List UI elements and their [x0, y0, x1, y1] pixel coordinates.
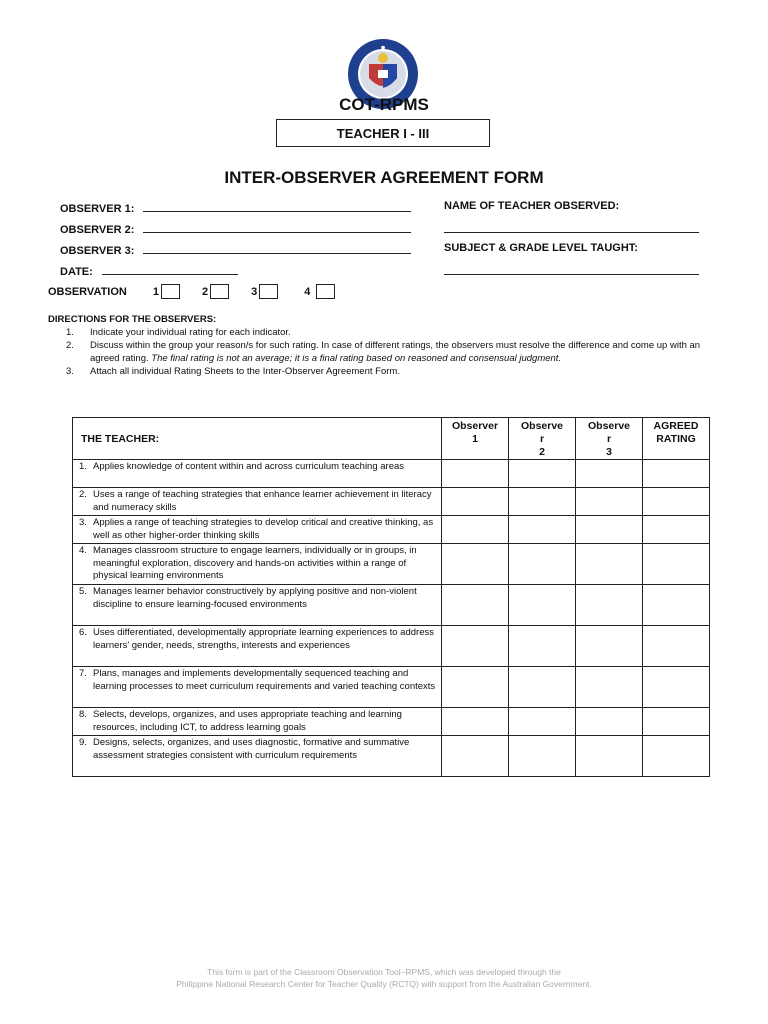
rating-table [72, 417, 710, 777]
rating-cell-observer-2[interactable] [509, 667, 576, 708]
observation-1-label: 1 [152, 285, 159, 298]
direction-item [66, 339, 716, 365]
header-the-teacher: THE TEACHER: [73, 418, 442, 460]
rating-cell-agreed[interactable] [643, 460, 710, 488]
indicator-number: 7. [79, 668, 87, 679]
form-title: INTER-OBSERVER AGREEMENT FORM [224, 168, 544, 187]
teacher-observed-label: NAME OF TEACHER OBSERVED: [444, 200, 620, 212]
header-agreed-rating: AGREED RATING [643, 418, 710, 460]
rating-cell-agreed[interactable] [643, 544, 710, 585]
rating-cell-observer-1[interactable] [442, 708, 509, 736]
rating-cell-observer-1[interactable] [442, 544, 509, 585]
table-row [73, 488, 710, 516]
observer1-field[interactable] [60, 200, 411, 215]
rating-cell-observer-3[interactable] [576, 488, 643, 516]
indicator-text: Plans, manages and implements developmentally sequenced teaching and learning processes to meet curriculum requirements and varied teaching contexts [93, 668, 436, 692]
direction-text: Discuss within the group your reason/s for such rating. In case of different ratings, the observers must resolve the difference and come up with an agreed rating. [90, 340, 701, 364]
rating-cell-observer-2[interactable] [509, 488, 576, 516]
direction-italic-text: The final rating is not an average; it is a final rating based on reasoned and consensual judgment. [151, 353, 562, 364]
direction-number: 2. [66, 340, 74, 351]
observation-4-label: 4 [304, 285, 311, 298]
observer2-label: OBSERVER 2: [60, 224, 135, 236]
rating-cell-agreed[interactable] [643, 488, 710, 516]
date-label: DATE: [60, 266, 93, 278]
observation-3-checkbox[interactable] [259, 284, 278, 299]
subject-grade-field[interactable] [444, 263, 699, 278]
header-observer-2: Observe r 2 [509, 418, 576, 460]
rating-cell-observer-1[interactable] [442, 585, 509, 626]
rating-cell-agreed[interactable] [643, 667, 710, 708]
rating-cell-observer-3[interactable] [576, 667, 643, 708]
indicator-number: 1. [79, 461, 87, 472]
observation-4-checkbox[interactable] [316, 284, 335, 299]
rating-cell-observer-3[interactable] [576, 708, 643, 736]
table-row [73, 544, 710, 585]
document-title: COT-RPMS [339, 95, 429, 114]
indicator-cell [73, 708, 442, 736]
rating-cell-observer-2[interactable] [509, 516, 576, 544]
rating-cell-observer-1[interactable] [442, 460, 509, 488]
indicator-cell [73, 626, 442, 667]
rating-cell-observer-1[interactable] [442, 488, 509, 516]
rating-cell-agreed[interactable] [643, 708, 710, 736]
rating-cell-observer-3[interactable] [576, 626, 643, 667]
seal-text: ● [380, 45, 386, 51]
indicator-number: 8. [79, 709, 87, 720]
table-header-row [73, 418, 710, 460]
rating-cell-observer-2[interactable] [509, 544, 576, 585]
table-row [73, 460, 710, 488]
observer1-label: OBSERVER 1: [60, 203, 135, 215]
indicator-cell [73, 460, 442, 488]
direction-text: Attach all individual Rating Sheets to the Inter-Observer Agreement Form. [90, 366, 400, 377]
observer3-line[interactable] [143, 242, 411, 254]
indicator-cell [73, 667, 442, 708]
table-row [73, 708, 710, 736]
rating-cell-observer-3[interactable] [576, 544, 643, 585]
rating-cell-observer-2[interactable] [509, 626, 576, 667]
rating-cell-observer-2[interactable] [509, 460, 576, 488]
observer1-line[interactable] [143, 200, 411, 212]
table-row [73, 516, 710, 544]
observer3-field[interactable] [60, 242, 411, 257]
direction-number: 3. [66, 366, 74, 377]
footer-line-1: This form is part of the Classroom Observation Tool–RPMS, which was developed through the [207, 967, 561, 977]
rating-cell-observer-1[interactable] [442, 736, 509, 777]
date-field[interactable] [60, 263, 238, 278]
teacher-level-box [276, 119, 490, 147]
rating-cell-observer-1[interactable] [442, 667, 509, 708]
observation-2-label: 2 [201, 285, 209, 298]
indicator-number: 2. [79, 489, 87, 500]
rating-cell-agreed[interactable] [643, 736, 710, 777]
rating-cell-observer-3[interactable] [576, 460, 643, 488]
indicator-text: Designs, selects, organizes, and uses diagnostic, formative and summative assessment strategies consistent with curriculum requirements [93, 737, 410, 761]
observer2-field[interactable] [60, 221, 411, 236]
rating-cell-observer-2[interactable] [509, 736, 576, 777]
indicator-text: Uses a range of teaching strategies that enhance learner achievement in literacy and numeracy skills [93, 489, 432, 513]
footer-line-2: Philippine National Research Center for Teacher Quality (RCTQ) with support from the Australian Government. [176, 979, 592, 989]
directions-title: DIRECTIONS FOR THE OBSERVERS: [48, 314, 217, 325]
rating-cell-observer-1[interactable] [442, 516, 509, 544]
header-observer-3: Observe r 3 [576, 418, 643, 460]
header-observer-1: Observer 1 [442, 418, 509, 460]
rating-cell-observer-3[interactable] [576, 585, 643, 626]
indicator-cell [73, 544, 442, 585]
indicator-number: 4. [79, 545, 87, 556]
direction-item [66, 365, 716, 378]
rating-cell-observer-2[interactable] [509, 708, 576, 736]
rating-cell-agreed[interactable] [643, 626, 710, 667]
direction-text: Indicate your individual rating for each indicator. [90, 327, 291, 338]
indicator-number: 3. [79, 517, 87, 528]
indicator-cell [73, 516, 442, 544]
indicator-text: Selects, develops, organizes, and uses appropriate teaching and learning resources, including ICT, to address learning goals [93, 709, 402, 733]
footer-note [0, 966, 768, 990]
subject-grade-line[interactable] [444, 263, 699, 275]
indicator-cell [73, 488, 442, 516]
observation-3-label: 3 [251, 285, 258, 298]
indicator-text: Manages learner behavior constructively by applying positive and non-violent discipline to ensure learning-focused environments [93, 586, 417, 610]
table-row [73, 667, 710, 708]
directions-list [66, 326, 716, 378]
indicator-text: Applies knowledge of content within and across curriculum teaching areas [93, 461, 405, 472]
teacher-observed-line[interactable] [444, 221, 699, 233]
direction-item [66, 326, 716, 339]
indicator-number: 6. [79, 627, 87, 638]
indicator-text: Uses differentiated, developmentally appropriate learning experiences to address learners' gender, needs, strengths, interests and experiences [93, 627, 434, 651]
observation-row [48, 284, 335, 299]
table-row [73, 626, 710, 667]
observation-label: OBSERVATION [48, 285, 127, 298]
rating-cell-observer-3[interactable] [576, 516, 643, 544]
indicator-number: 9. [79, 737, 87, 748]
teacher-level-label: TEACHER I - III [336, 125, 430, 141]
indicator-cell [73, 585, 442, 626]
subject-grade-label: SUBJECT & GRADE LEVEL TAUGHT: [444, 242, 638, 254]
teacher-observed-field[interactable] [444, 221, 699, 236]
rating-cell-observer-2[interactable] [509, 585, 576, 626]
indicator-number: 5. [79, 586, 87, 597]
indicator-cell [73, 736, 442, 777]
observer2-line[interactable] [143, 221, 411, 233]
observer3-label: OBSERVER 3: [60, 245, 135, 257]
rating-cell-observer-1[interactable] [442, 626, 509, 667]
rating-cell-observer-3[interactable] [576, 736, 643, 777]
rating-cell-agreed[interactable] [643, 585, 710, 626]
direction-number: 1. [66, 327, 74, 338]
rating-cell-agreed[interactable] [643, 516, 710, 544]
observation-2-checkbox[interactable] [210, 284, 229, 299]
date-line[interactable] [102, 263, 238, 275]
indicator-text: Manages classroom structure to engage learners, individually or in groups, in meaningful exploration, discovery and hands-on activities within a range of physical learning environments [93, 545, 417, 581]
table-row [73, 585, 710, 626]
indicator-text: Applies a range of teaching strategies to develop critical and creative thinking, as well as other higher-order thinking skills [93, 517, 434, 541]
table-row [73, 736, 710, 777]
observation-1-checkbox[interactable] [161, 284, 180, 299]
